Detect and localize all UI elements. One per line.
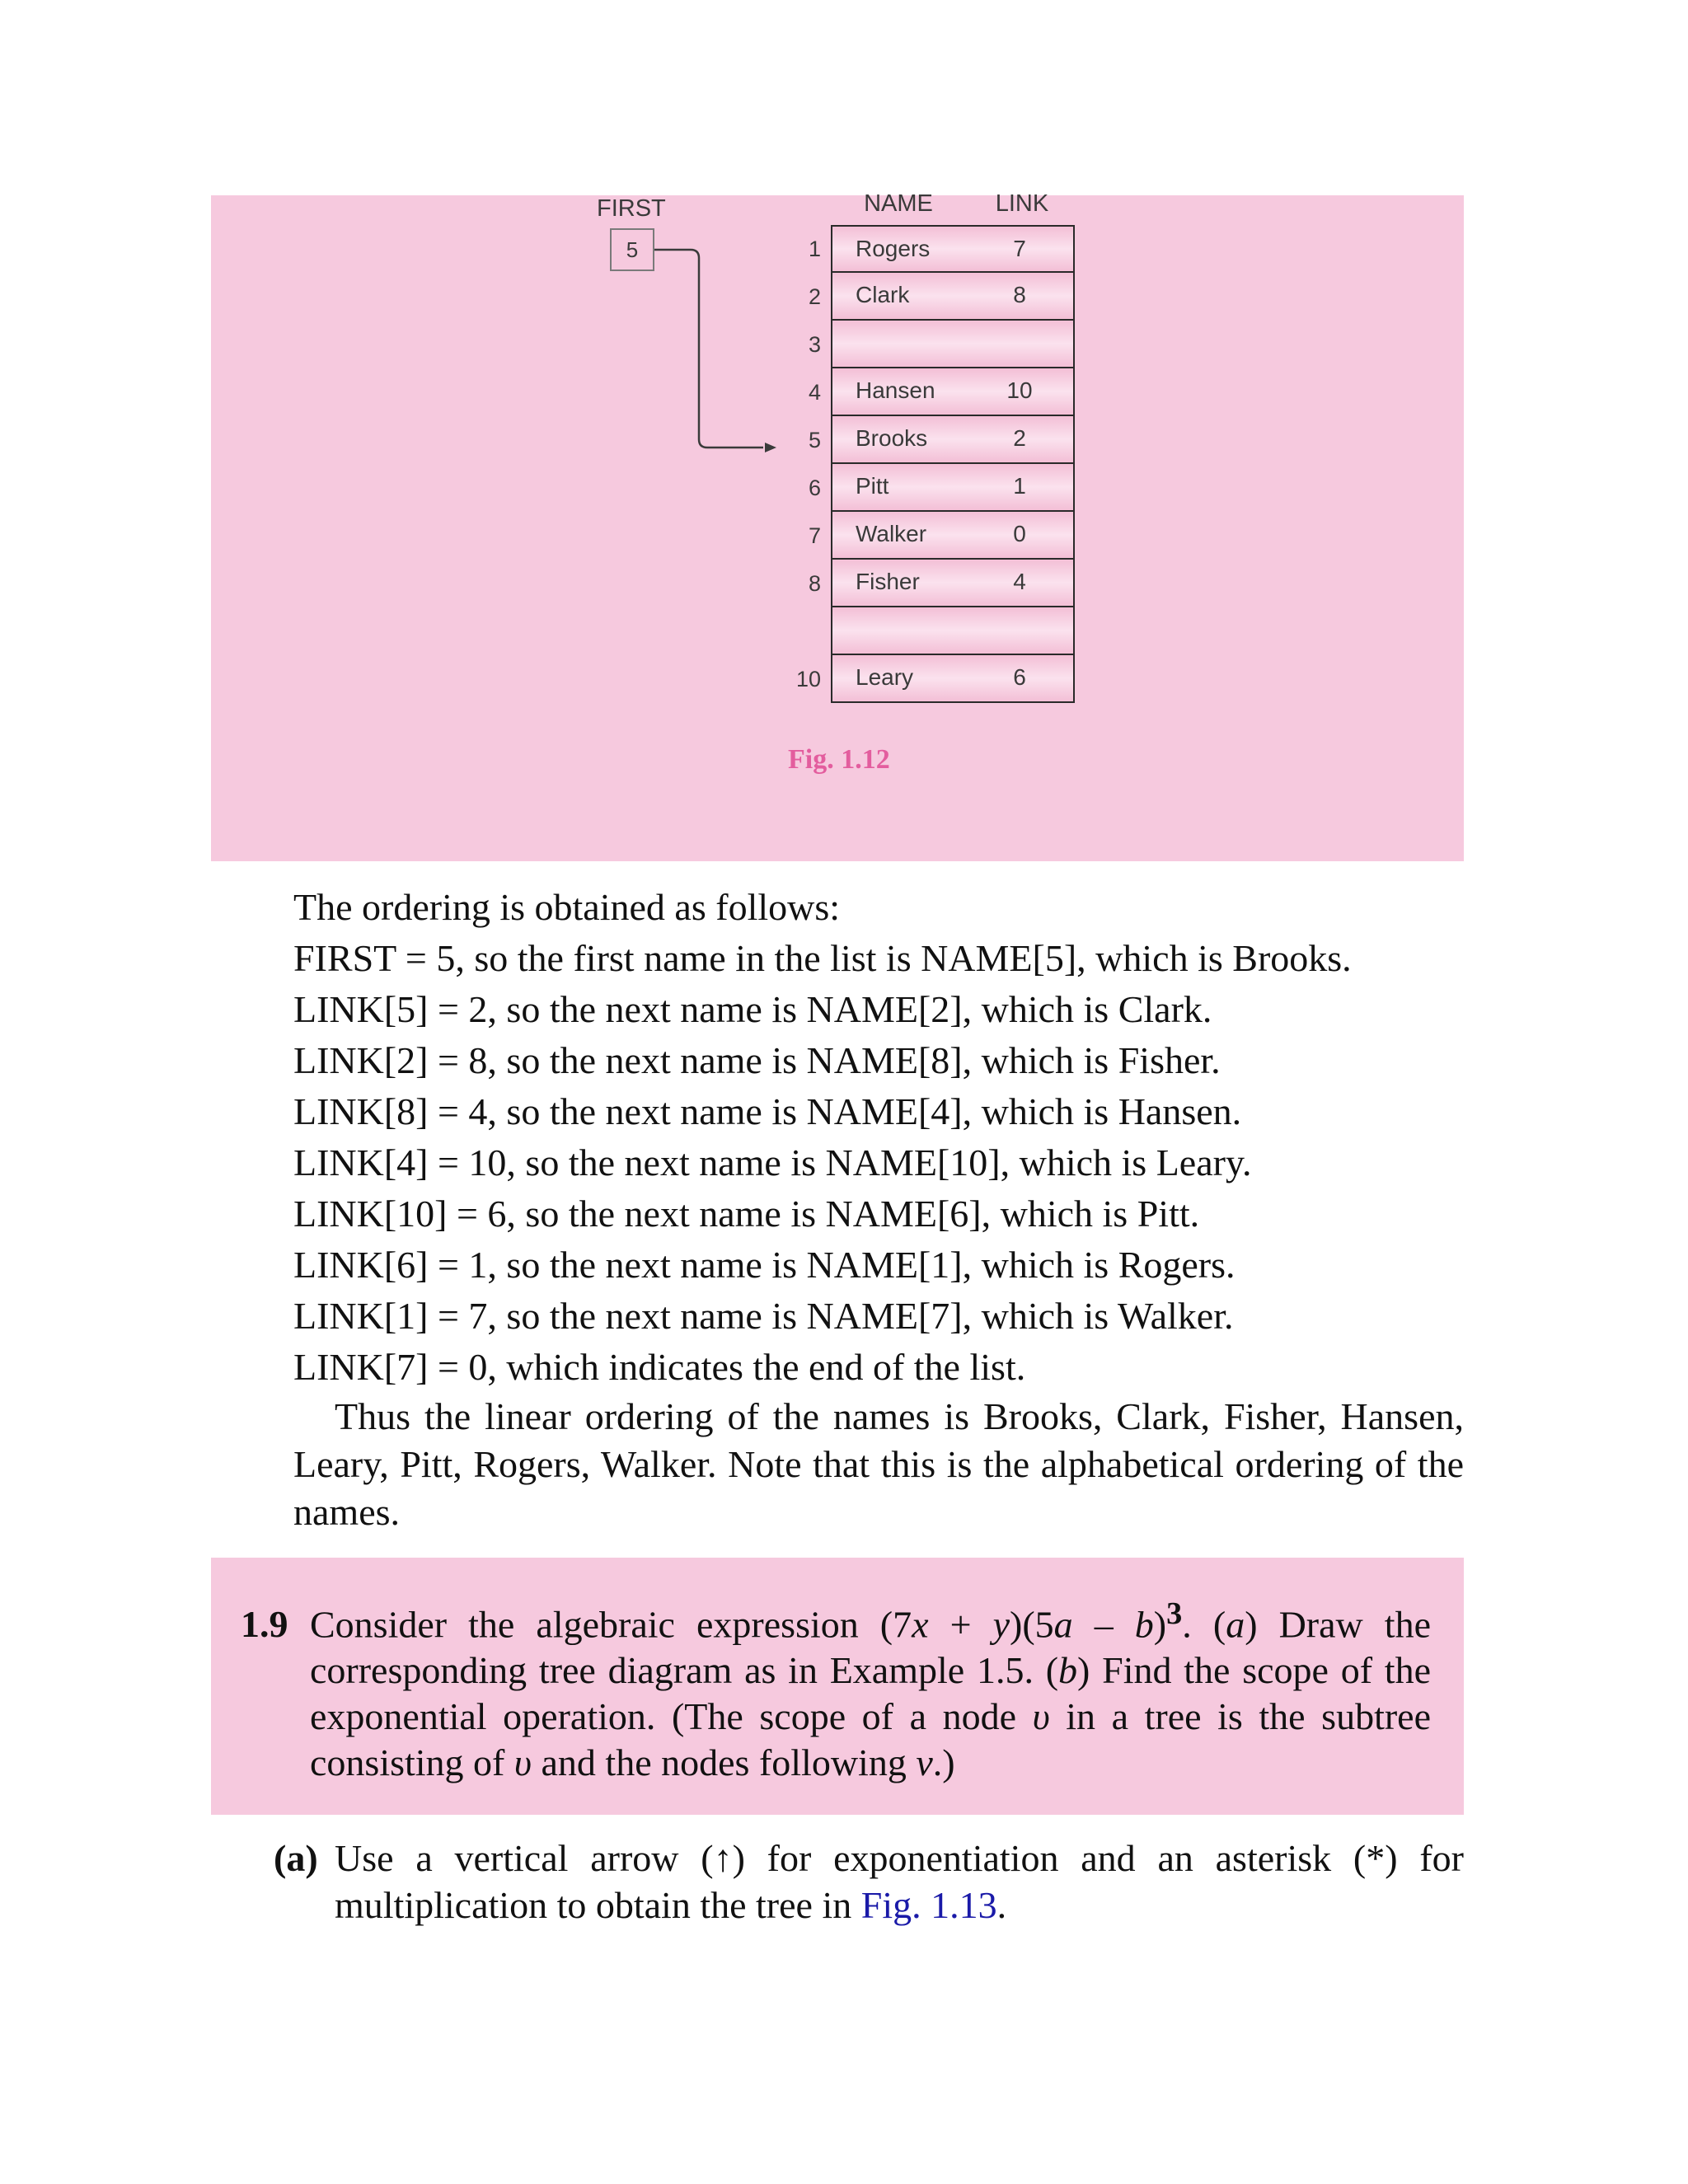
ordering-step: LINK[8] = 4, so the next name is NAME[4], which is Hansen. <box>293 1090 1242 1132</box>
problem-text-part: ) <box>1153 1603 1167 1646</box>
link-cell: 8 <box>966 273 1075 321</box>
answer-part-a <box>274 1835 1464 1929</box>
problem-var: x <box>912 1603 929 1646</box>
problem-text-part: .) <box>932 1741 955 1784</box>
answer-label: (a) <box>274 1837 318 1879</box>
ordering-step: LINK[2] = 8, so the next name is NAME[8], which is Fisher. <box>293 1039 1221 1081</box>
problem-part-label: a <box>1226 1603 1245 1646</box>
answer-end: . <box>996 1884 1007 1926</box>
row-index: 8 <box>808 571 821 596</box>
name-column-header: NAME <box>864 190 933 217</box>
figure-box <box>211 190 1464 861</box>
ordering-step: LINK[7] = 0, which indicates the end of the list. <box>293 1346 1026 1388</box>
problem-var: v <box>916 1741 933 1784</box>
ordering-step: LINK[10] = 6, so the next name is NAME[6], which is Pitt. <box>293 1193 1200 1235</box>
problem-text-part: – <box>1072 1603 1135 1646</box>
figure-link[interactable]: Fig. 1.13 <box>860 1884 997 1926</box>
link-cell: 1 <box>966 464 1075 512</box>
link-cell <box>966 321 1075 368</box>
problem-exponent: 3 <box>1166 1596 1183 1631</box>
row-index: 5 <box>808 428 821 452</box>
problem-text-part: ) Find the scope of the exponential operation. (The scope of a node <box>310 1649 1431 1738</box>
link-cell: 6 <box>966 655 1075 703</box>
name-cell <box>831 607 968 655</box>
problem-statement <box>241 1591 1431 1786</box>
answer-text: Use a vertical arrow (↑) for exponentiation and an asterisk (*) for multiplication to obtain the tree in <box>335 1837 1464 1926</box>
row-index: 4 <box>808 380 821 405</box>
problem-part-label: b <box>1058 1649 1078 1692</box>
name-cell: Brooks <box>831 416 968 464</box>
link-cell: 4 <box>966 560 1075 607</box>
row-index: 6 <box>808 476 821 500</box>
problem-number: 1.9 <box>241 1603 288 1646</box>
problem-var: υ <box>513 1741 532 1784</box>
link-cell: 10 <box>966 368 1075 416</box>
ordering-intro: The ordering is obtained as follows: <box>293 886 841 928</box>
ordering-step: LINK[5] = 2, so the next name is NAME[2], which is Clark. <box>293 988 1212 1030</box>
row-index: 7 <box>808 523 821 548</box>
problem-text-part: and the nodes following <box>532 1741 917 1784</box>
first-value-box: 5 <box>610 228 654 271</box>
problem-text-part: )(5 <box>1010 1603 1054 1646</box>
link-cell: 0 <box>966 512 1075 560</box>
problem-text-part: ) Draw the corresponding tree diagram as in Example 1.5. ( <box>310 1603 1431 1692</box>
ordering-step: LINK[1] = 7, so the next name is NAME[7], which is Walker. <box>293 1295 1234 1337</box>
problem-var: y <box>992 1603 1010 1646</box>
problem-text-part: Consider the algebraic expression (7 <box>310 1603 912 1646</box>
ordering-step: FIRST = 5, so the first name in the list is NAME[5], which is Brooks. <box>293 937 1352 979</box>
row-index: 1 <box>808 237 821 261</box>
problem-var: b <box>1134 1603 1154 1646</box>
problem-text-part: in a tree is the subtree consisting of <box>310 1695 1432 1784</box>
problem-box <box>211 1558 1464 1815</box>
problem-text-part: . ( <box>1182 1603 1226 1646</box>
row-index: 10 <box>795 667 821 691</box>
problem-var: a <box>1053 1603 1073 1646</box>
problem-var: υ <box>1032 1695 1050 1738</box>
name-cell: Leary <box>831 655 968 703</box>
name-cell: Rogers <box>831 225 968 273</box>
link-cell: 2 <box>966 416 1075 464</box>
name-cell: Walker <box>831 512 968 560</box>
name-cell: Pitt <box>831 464 968 512</box>
ordering-step: LINK[6] = 1, so the next name is NAME[1], which is Rogers. <box>293 1244 1236 1286</box>
row-index: 2 <box>808 284 821 309</box>
name-cell <box>831 321 968 368</box>
row-index: 3 <box>808 332 821 357</box>
ordering-explanation <box>293 882 1464 1393</box>
link-cell <box>966 607 1075 655</box>
name-cell: Hansen <box>831 368 968 416</box>
link-column-header: LINK <box>995 190 1049 217</box>
figure-caption: Fig. 1.12 <box>788 744 890 775</box>
name-cell: Clark <box>831 273 968 321</box>
problem-text-part: + <box>928 1603 993 1646</box>
ordering-step: LINK[4] = 10, so the next name is NAME[10], which is Leary. <box>293 1141 1252 1183</box>
conclusion-paragraph: Thus the linear ordering of the names is Brooks, Clark, Fisher, Hansen, Leary, Pitt, Rogers, Walker. Note that this is the alphabetical ordering of the names. <box>293 1395 1464 1533</box>
first-label: FIRST <box>597 195 666 222</box>
link-cell: 7 <box>966 225 1075 273</box>
name-cell: Fisher <box>831 560 968 607</box>
